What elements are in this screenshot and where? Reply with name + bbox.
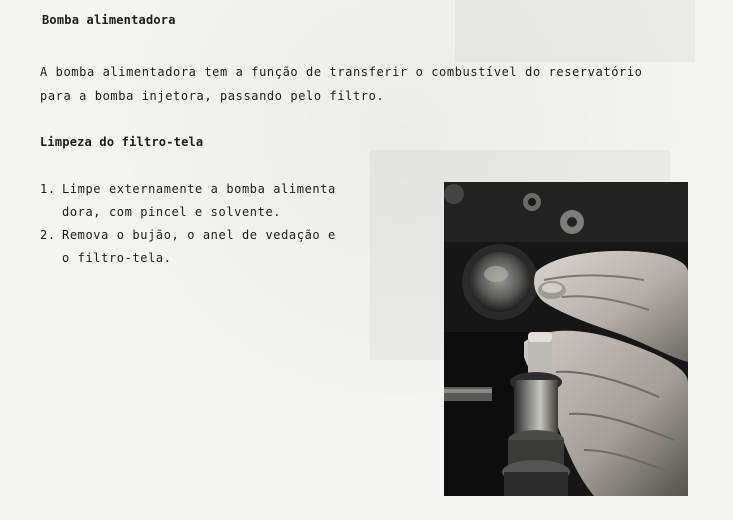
section-title: Bomba alimentadora — [42, 13, 176, 27]
step-text-line: Remova o bujão, o anel de vedação e — [62, 228, 336, 242]
intro-line-1: A bomba alimentadora tem a função de transferir o combustível do reservatório — [40, 65, 643, 79]
bleed-through-top — [455, 0, 695, 62]
step-number: 2. — [40, 228, 56, 242]
photo-hands-removing-plug — [444, 182, 688, 496]
steps-list — [40, 178, 336, 270]
step-text-line: Limpe externamente a bomba alimenta — [62, 182, 336, 196]
step-number: 1. — [40, 182, 56, 196]
intro-line-2: para a bomba injetora, passando pelo filtro. — [40, 89, 385, 103]
step-text-line: o filtro-tela. — [62, 251, 172, 265]
subsection-title: Limpeza do filtro-tela — [40, 135, 204, 149]
step-text-line: dora, com pincel e solvente. — [62, 205, 282, 219]
step-item — [40, 178, 336, 224]
step-item — [40, 224, 336, 270]
